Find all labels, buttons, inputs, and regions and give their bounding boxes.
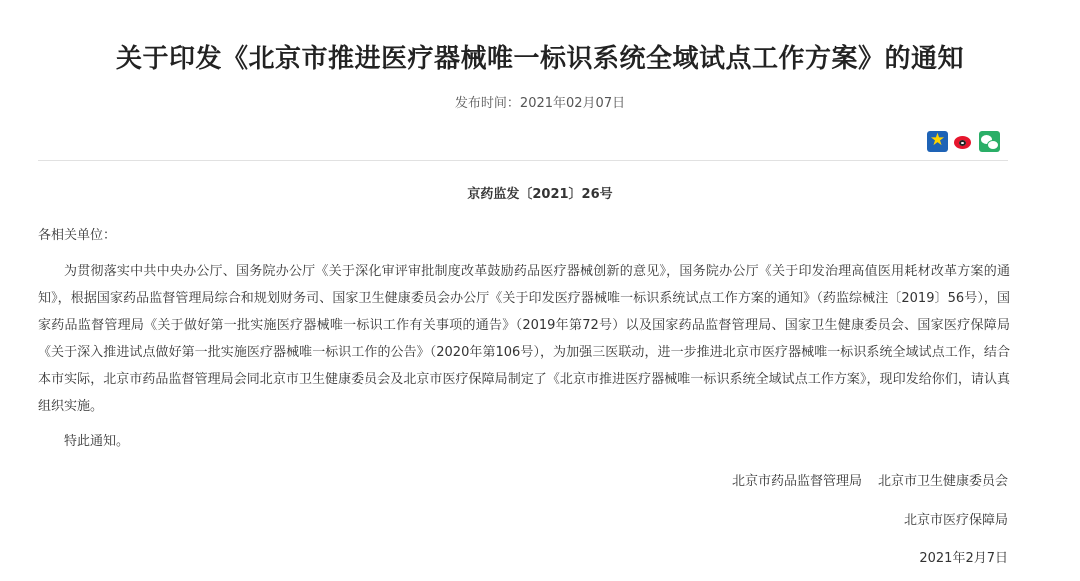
wechat-icon[interactable] (979, 131, 1000, 152)
signatory-line-1 (732, 470, 1008, 489)
page-title: 关于印发《北京市推进医疗器械唯一标识系统全域试点工作方案》的通知 (115, 44, 964, 74)
sign-date: 2021年2月7日 (919, 551, 1008, 566)
publish-date-label: 发布时间： (454, 96, 520, 111)
signatory-healthcare-security: 北京市医疗保障局 (903, 513, 1008, 528)
signatory-nmpa: 北京市药品监督管理局 (731, 474, 862, 489)
signatory-health-commission: 北京市卫生健康委员会 (877, 474, 1008, 489)
closing-line: 特此通知。 (64, 434, 130, 449)
share-bar (927, 131, 1000, 152)
weibo-icon[interactable] (953, 131, 974, 152)
publish-date-value: 2021年02月07日 (519, 96, 626, 111)
divider (38, 160, 1008, 161)
salutation: 各相关单位： (38, 228, 117, 243)
publish-date (0, 92, 1080, 111)
star-icon[interactable] (927, 131, 948, 152)
body-paragraph: 为贯彻落实中共中央办公厅、国务院办公厅《关于深化审评审批制度改革鼓励药品医疗器械创新的意见》，国务院办公厅《关于印发治理高值医用耗材改革方案的通知》，根据国家药品监督管理局综合和规划财务司、国家卫生健康委员会办公厅《关于印发医疗器械唯一标识系统试点工作方案的通知》（药监综械注〔2019〕56号），国家药品监督管理局《关于做好第一批实施医疗器械唯一标识工作有关事项的通告》（2019年第72号）以及国家药品监督管理局、国家卫生健康委员会、国家医疗保障局《关于深入推进试点做好第一批实施医疗器械唯一标识工作的公告》（2020年第106号），为加强三医联动，进一步推进北京市医疗器械唯一标识系统全域试点工作，结合本市实际，北京市药品监督管理局会同北京市卫生健康委员会及北京市医疗保障局制定了《北京市推进医疗器械唯一标识系统全域试点工作方案》，现印发给你们，请认真组织实施。 (38, 264, 1010, 414)
document-number: 京药监发〔2021〕26号 (467, 187, 613, 202)
